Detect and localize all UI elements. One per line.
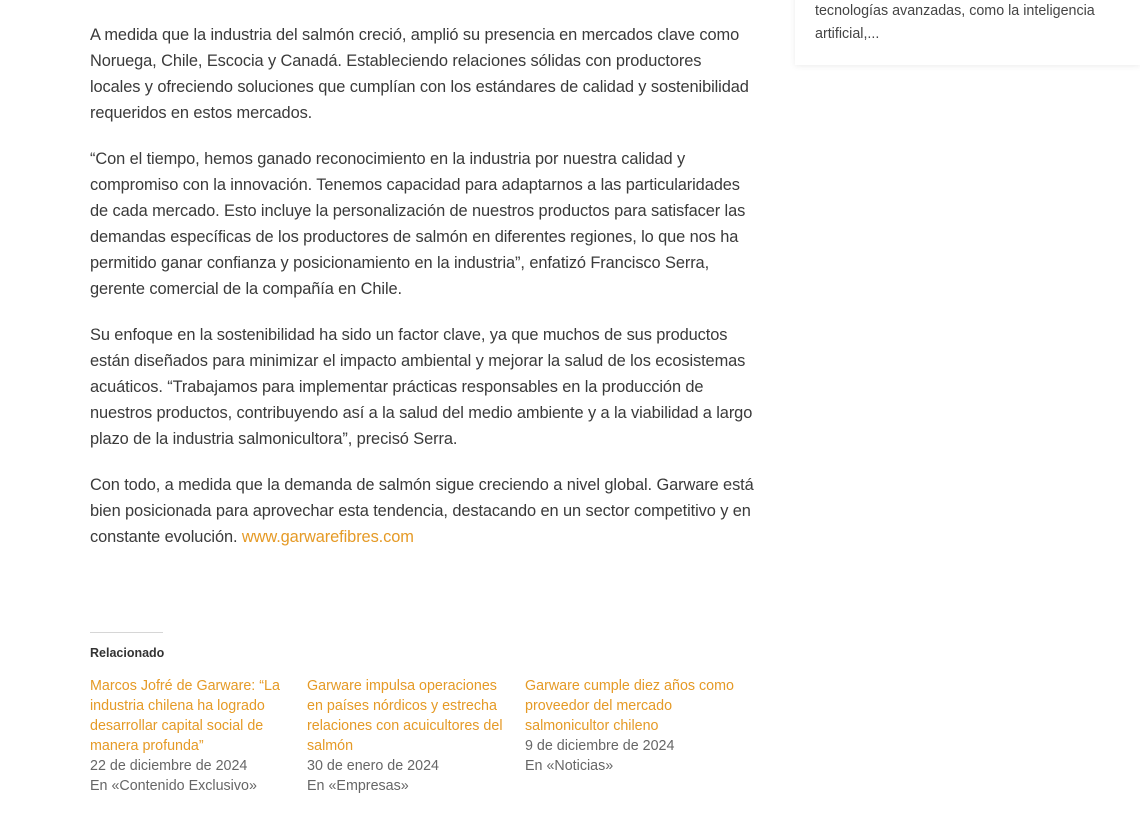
related-item-title-link[interactable]: Garware cumple diez años como proveedor del mercado salmonicultor chileno (525, 678, 734, 734)
article-body (90, 22, 755, 570)
article-paragraph: A medida que la industria del salmón creció, amplió su presencia en mercados clave como Noruega, Chile, Escocia y Canadá. Estableciendo relaciones sólidas con productores locales y ofreciendo soluciones que cumplían con los estándares de calidad y sostenibilidad requeridos en estos mercados. (90, 26, 749, 122)
sidebar-post-excerpt: tecnologías avanzadas, como la inteligencia artificial,... (815, 3, 1095, 42)
related-item-title-link[interactable]: Garware impulsa operaciones en países nórdicos y estrecha relaciones con acuicultores del salmón (307, 678, 503, 754)
garware-website-link[interactable]: www.garwarefibres.com (241, 528, 414, 546)
related-item-category: En «Contenido Exclusivo» (90, 778, 257, 794)
related-heading: Relacionado (90, 646, 165, 660)
related-list (90, 676, 743, 796)
related-posts (90, 632, 755, 794)
article-paragraph-last (90, 472, 755, 550)
related-item-date: 9 de diciembre de 2024 (525, 738, 675, 754)
article-paragraph: “Con el tiempo, hemos ganado reconocimiento en la industria por nuestra calidad y compromiso con la innovación. Tenemos capacidad para adaptarnos a las particularidades de cada mercado. Esto incluye la personalización de nuestros productos para satisfacer las demandas específicas de los productores de salmón en diferentes regiones, lo que nos ha permitido ganar confianza y posicionamiento en la industria”, enfatizó Francisco Serra, gerente comercial de la compañía en Chile. (90, 150, 746, 298)
related-item-category: En «Noticias» (525, 758, 614, 774)
related-item-date: 30 de enero de 2024 (307, 758, 439, 774)
related-divider (90, 632, 163, 633)
article-paragraph-text: Con todo, a medida que la demanda de salmón sigue creciendo a nivel global. Garware está bien posicionada para aprovechar esta tendencia, destacando en un sector competitivo y en constante evolución. (90, 476, 754, 546)
related-item-title-link[interactable]: Marcos Jofré de Garware: “La industria chilena ha logrado desarrollar capital social de manera profunda” (90, 678, 280, 754)
article-paragraph: Su enfoque en la sostenibilidad ha sido un factor clave, ya que muchos de sus productos están diseñados para minimizar el impacto ambiental y mejorar la salud de los ecosistemas acuáticos. “Trabajamos para implementar prácticas responsables en la producción de nuestros productos, contribuyendo así a la salud del medio ambiente y a la viabilidad a largo plazo de la industria salmonicultora”, precisó Serra. (90, 326, 753, 448)
related-item (525, 676, 743, 796)
related-item (90, 676, 285, 796)
sidebar-post-card (795, 0, 1140, 65)
related-item-category: En «Empresas» (307, 778, 409, 794)
related-item-date: 22 de diciembre de 2024 (90, 758, 248, 774)
related-item (307, 676, 503, 796)
